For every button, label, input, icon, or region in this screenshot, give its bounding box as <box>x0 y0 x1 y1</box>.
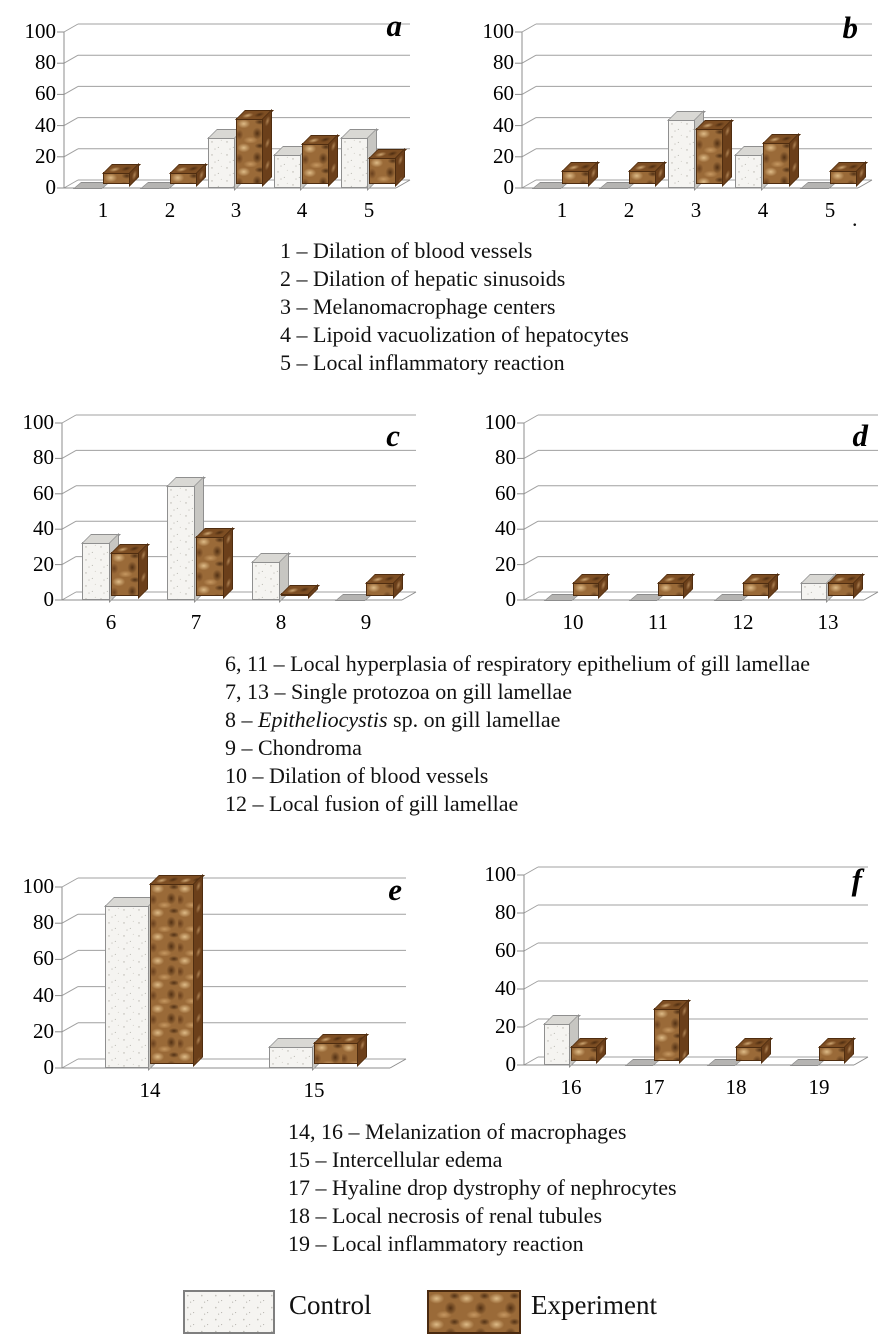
y-tick-label-a-0: 0 <box>45 175 56 199</box>
bar-experiment-6 <box>111 552 139 596</box>
bar-side-face <box>262 109 272 187</box>
y-tick-label-a-40: 40 <box>35 112 56 137</box>
caption-kidney-findings <box>288 1118 677 1258</box>
x-tick-label-2: 2 <box>623 198 635 222</box>
bar-face <box>735 154 762 188</box>
bar-face <box>629 170 656 184</box>
bar-face <box>668 119 695 188</box>
bar-experiment-19 <box>819 1046 845 1061</box>
x-tick-label-12: 12 <box>732 610 754 634</box>
x-tick-label-1: 1 <box>97 198 109 222</box>
bar-experiment-2 <box>629 170 656 184</box>
y-tick-label-d-80: 80 <box>495 445 516 470</box>
bar-face <box>196 536 224 596</box>
bar-side-face <box>223 527 233 599</box>
x-tick-label-17: 17 <box>643 1075 665 1099</box>
bar-control-4 <box>735 154 762 188</box>
chart-e-grid <box>4 832 440 1106</box>
bar-control-16 <box>544 1023 570 1065</box>
y-tick-label-c-40: 40 <box>33 516 54 541</box>
bar-side-face <box>722 119 732 187</box>
x-tick-label-4: 4 <box>757 198 769 222</box>
bar-experiment-10 <box>573 582 599 596</box>
chart-panel-f <box>444 832 884 1106</box>
bar-experiment-2 <box>170 172 197 184</box>
bar-experiment-1 <box>103 172 130 184</box>
y-tick-label-e-40: 40 <box>33 982 54 1007</box>
caption-line: 9 – Chondroma <box>225 735 362 760</box>
panel-letter-f: f <box>851 862 862 897</box>
bar-control-3 <box>668 119 695 188</box>
x-tick-label-2: 2 <box>164 198 176 222</box>
chart-panel-d <box>444 392 884 644</box>
legend-swatch-experiment <box>427 1290 521 1334</box>
x-tick-label-4: 4 <box>296 198 308 222</box>
legend-swatch-control <box>183 1290 275 1334</box>
x-tick-label-3: 3 <box>690 198 702 222</box>
y-tick-label-d-100: 100 <box>484 410 516 434</box>
y-tick-label-a-20: 20 <box>35 143 56 168</box>
bar-side-face <box>193 874 203 1067</box>
bar-experiment-16 <box>571 1046 597 1061</box>
panel-letter-b: b <box>842 10 858 45</box>
y-tick-label-e-100: 100 <box>22 874 54 898</box>
bar-experiment-4 <box>302 143 329 184</box>
x-tick-label-18: 18 <box>725 1075 747 1099</box>
caption-line: 15 – Intercellular edema <box>288 1147 503 1172</box>
caption-liver-findings <box>280 237 629 377</box>
bar-face <box>819 1046 845 1061</box>
x-tick-label-6: 6 <box>105 610 117 634</box>
caption-line: 8 – Epitheliocystis sp. on gill lamellae <box>225 707 561 732</box>
bar-face <box>830 170 857 184</box>
y-tick-label-b-40: 40 <box>493 112 514 137</box>
y-tick-label-f-40: 40 <box>495 976 516 1000</box>
panel-letter-e: e <box>388 872 402 907</box>
x-tick-label-14: 14 <box>139 1078 161 1102</box>
chart-panel-e <box>4 832 440 1106</box>
y-tick-label-f-0: 0 <box>505 1052 516 1076</box>
caption-line: 12 – Local fusion of gill lamellae <box>225 791 519 816</box>
legend-label-control: Control <box>289 1290 372 1320</box>
bar-control-7 <box>167 485 195 600</box>
bar-experiment-5 <box>369 157 396 184</box>
legend-label-experiment: Experiment <box>531 1290 657 1320</box>
panel-letter-c: c <box>386 418 400 453</box>
y-tick-label-e-80: 80 <box>33 910 54 935</box>
y-tick-label-e-0: 0 <box>43 1055 54 1079</box>
caption-line: 6, 11 – Local hyperplasia of respiratory epithelium of gill lamellae <box>225 651 811 676</box>
bar-face <box>274 154 301 188</box>
caption-line: 18 – Local necrosis of renal tubules <box>288 1203 603 1228</box>
bar-experiment-11 <box>658 582 684 596</box>
bar-experiment-18 <box>736 1046 762 1061</box>
caption-line: 5 – Local inflammatory reaction <box>280 350 565 375</box>
bar-experiment-7 <box>196 536 224 596</box>
caption-line: 17 – Hyaline drop dystrophy of nephrocytes <box>288 1175 677 1200</box>
y-tick-label-b-100: 100 <box>482 19 514 43</box>
chart-c-grid <box>4 392 440 644</box>
bar-face <box>801 582 827 600</box>
y-tick-label-f-80: 80 <box>495 900 516 924</box>
bar-face <box>302 143 329 184</box>
x-tick-label-15: 15 <box>303 1078 325 1102</box>
caption-line: 19 – Local inflammatory reaction <box>288 1231 584 1256</box>
bar-control-4 <box>274 154 301 188</box>
caption-line: 10 – Dilation of blood vessels <box>225 763 489 788</box>
panel-letter-a: a <box>386 8 402 43</box>
bar-experiment-13 <box>828 582 854 596</box>
caption-line: 3 – Melanomacrophage centers <box>280 294 556 319</box>
bar-face <box>562 170 589 184</box>
y-tick-label-f-100: 100 <box>484 862 516 886</box>
bar-experiment-5 <box>830 170 857 184</box>
bar-face <box>150 883 194 1064</box>
bar-face <box>544 1023 570 1065</box>
chart-panel-c <box>4 392 440 644</box>
x-tick-label-19: 19 <box>808 1075 830 1099</box>
bar-experiment-17 <box>654 1008 680 1061</box>
bar-face <box>314 1042 358 1064</box>
y-tick-label-c-60: 60 <box>33 480 54 505</box>
x-tick-label-8: 8 <box>275 610 287 634</box>
bar-face <box>82 542 110 600</box>
bar-control-3 <box>208 137 235 188</box>
caption-line: 2 – Dilation of hepatic sinusoids <box>280 266 566 291</box>
x-tick-label-3: 3 <box>230 198 242 222</box>
bar-face <box>269 1046 313 1068</box>
bar-control-8 <box>252 561 280 600</box>
bar-control-13 <box>801 582 827 600</box>
caption-line: 1 – Dilation of blood vessels <box>280 238 533 263</box>
bar-face <box>252 561 280 600</box>
bar-face <box>236 118 263 184</box>
bar-face <box>828 582 854 596</box>
bar-face <box>369 157 396 184</box>
bar-control-14 <box>105 905 149 1068</box>
y-tick-label-a-80: 80 <box>35 50 56 75</box>
bar-experiment-3 <box>696 128 723 184</box>
x-tick-label-10: 10 <box>562 610 584 634</box>
bar-face <box>743 582 769 596</box>
x-tick-label-11: 11 <box>647 610 669 634</box>
chart-legend <box>0 1288 884 1338</box>
y-tick-label-b-60: 60 <box>493 81 514 106</box>
y-tick-label-b-80: 80 <box>493 50 514 75</box>
bar-face <box>571 1046 597 1061</box>
bar-experiment-12 <box>743 582 769 596</box>
bar-control-15 <box>269 1046 313 1068</box>
bar-face <box>763 142 790 184</box>
caption-gill-findings <box>225 650 810 818</box>
y-tick-label-a-100: 100 <box>24 19 56 43</box>
stray-dot: . <box>852 206 858 231</box>
caption-line: 14, 16 – Melanization of macrophages <box>288 1119 627 1144</box>
bar-experiment-1 <box>562 170 589 184</box>
chart-panel-b <box>444 4 884 238</box>
caption-line: 7, 13 – Single protozoa on gill lamellae <box>225 679 573 704</box>
italic-term: Epitheliocystis <box>258 707 388 732</box>
x-tick-label-7: 7 <box>190 610 202 634</box>
chart-panel-a <box>4 4 440 238</box>
y-tick-label-c-80: 80 <box>33 445 54 470</box>
y-tick-label-c-0: 0 <box>43 587 54 611</box>
x-tick-label-9: 9 <box>360 610 372 634</box>
y-tick-label-d-60: 60 <box>495 480 516 505</box>
x-tick-label-1: 1 <box>556 198 568 222</box>
bar-side-face <box>679 999 689 1064</box>
bar-control-5 <box>341 137 368 188</box>
bar-face <box>341 137 368 188</box>
bar-face <box>105 905 149 1068</box>
y-tick-label-f-60: 60 <box>495 938 516 962</box>
bar-experiment-3 <box>236 118 263 184</box>
y-tick-label-d-40: 40 <box>495 516 516 541</box>
bar-face <box>696 128 723 184</box>
bar-experiment-4 <box>763 142 790 184</box>
panel-letter-d: d <box>852 418 868 453</box>
bar-experiment-8 <box>281 593 309 596</box>
y-tick-label-d-0: 0 <box>505 587 516 611</box>
y-tick-label-e-60: 60 <box>33 946 54 971</box>
bar-face <box>208 137 235 188</box>
y-tick-label-c-20: 20 <box>33 551 54 576</box>
bar-face <box>573 582 599 596</box>
x-tick-label-5: 5 <box>363 198 375 222</box>
y-tick-label-a-60: 60 <box>35 81 56 106</box>
caption-line: 4 – Lipoid vacuolization of hepatocytes <box>280 322 629 347</box>
bar-experiment-14 <box>150 883 194 1064</box>
bar-face <box>167 485 195 600</box>
y-tick-label-e-20: 20 <box>33 1018 54 1043</box>
y-tick-label-f-20: 20 <box>495 1014 516 1038</box>
bar-experiment-9 <box>366 582 394 596</box>
x-tick-label-5: 5 <box>824 198 836 222</box>
y-tick-label-b-0: 0 <box>503 175 514 199</box>
y-tick-label-d-20: 20 <box>495 551 516 576</box>
bar-face <box>658 582 684 596</box>
bar-face <box>111 552 139 596</box>
y-tick-label-c-100: 100 <box>22 410 54 434</box>
x-tick-label-13: 13 <box>817 610 839 634</box>
bar-experiment-15 <box>314 1042 358 1064</box>
bar-face <box>736 1046 762 1061</box>
y-tick-label-b-20: 20 <box>493 143 514 168</box>
bar-face <box>366 582 394 596</box>
bar-control-6 <box>82 542 110 600</box>
bar-face <box>654 1008 680 1061</box>
x-tick-label-16: 16 <box>560 1075 582 1099</box>
